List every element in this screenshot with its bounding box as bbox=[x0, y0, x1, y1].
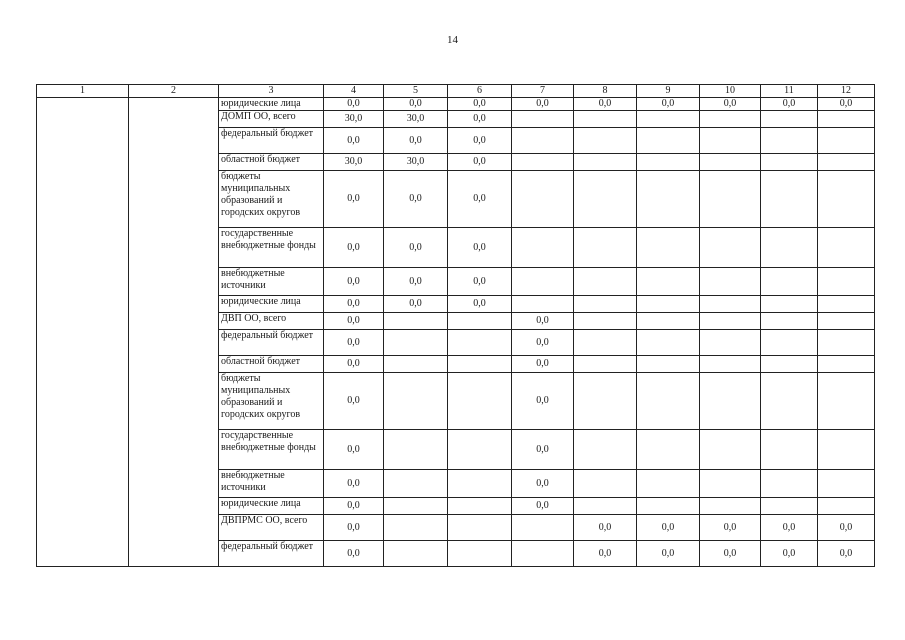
row-label: государственные внебюджетные фонды bbox=[219, 228, 324, 268]
value-cell: 0,0 bbox=[324, 268, 384, 296]
value-cell bbox=[700, 470, 761, 498]
value-cell bbox=[761, 268, 818, 296]
value-cell: 0,0 bbox=[324, 356, 384, 373]
header-cell: 12 bbox=[818, 85, 875, 98]
value-cell bbox=[637, 498, 700, 515]
value-cell bbox=[700, 228, 761, 268]
value-cell: 0,0 bbox=[448, 296, 512, 313]
value-cell: 0,0 bbox=[384, 98, 448, 111]
value-cell bbox=[384, 373, 448, 430]
value-cell bbox=[574, 111, 637, 128]
value-cell: 0,0 bbox=[761, 515, 818, 541]
header-cell: 5 bbox=[384, 85, 448, 98]
value-cell bbox=[512, 541, 574, 567]
value-cell bbox=[818, 171, 875, 228]
value-cell: 30,0 bbox=[384, 111, 448, 128]
value-cell bbox=[700, 356, 761, 373]
row-label: юридические лица bbox=[219, 98, 324, 111]
value-cell bbox=[512, 171, 574, 228]
value-cell bbox=[761, 498, 818, 515]
value-cell: 0,0 bbox=[324, 515, 384, 541]
value-cell: 0,0 bbox=[574, 541, 637, 567]
value-cell bbox=[818, 128, 875, 154]
value-cell bbox=[384, 430, 448, 470]
value-cell: 30,0 bbox=[324, 154, 384, 171]
row-label: государственные внебюджетные фонды bbox=[219, 430, 324, 470]
header-cell: 3 bbox=[219, 85, 324, 98]
value-cell bbox=[700, 373, 761, 430]
value-cell bbox=[448, 373, 512, 430]
value-cell: 0,0 bbox=[637, 515, 700, 541]
value-cell bbox=[700, 171, 761, 228]
header-row bbox=[37, 85, 875, 98]
value-cell: 0,0 bbox=[448, 98, 512, 111]
row-label: юридические лица bbox=[219, 296, 324, 313]
value-cell: 0,0 bbox=[700, 541, 761, 567]
value-cell bbox=[637, 268, 700, 296]
value-cell: 0,0 bbox=[512, 98, 574, 111]
value-cell bbox=[700, 296, 761, 313]
value-cell bbox=[637, 313, 700, 330]
value-cell: 0,0 bbox=[700, 515, 761, 541]
value-cell bbox=[574, 330, 637, 356]
value-cell bbox=[574, 498, 637, 515]
value-cell bbox=[818, 373, 875, 430]
value-cell bbox=[384, 470, 448, 498]
value-cell bbox=[574, 430, 637, 470]
value-cell bbox=[448, 313, 512, 330]
header-cell: 8 bbox=[574, 85, 637, 98]
value-cell bbox=[700, 430, 761, 470]
row-label: областной бюджет bbox=[219, 356, 324, 373]
row-label: ДВПРМС ОО, всего bbox=[219, 515, 324, 541]
value-cell bbox=[637, 296, 700, 313]
row-label: федеральный бюджет bbox=[219, 128, 324, 154]
value-cell bbox=[761, 330, 818, 356]
value-cell bbox=[761, 470, 818, 498]
value-cell bbox=[384, 541, 448, 567]
value-cell bbox=[818, 330, 875, 356]
value-cell bbox=[700, 111, 761, 128]
value-cell bbox=[761, 296, 818, 313]
value-cell: 0,0 bbox=[448, 154, 512, 171]
value-cell bbox=[448, 470, 512, 498]
value-cell: 0,0 bbox=[512, 430, 574, 470]
value-cell bbox=[512, 228, 574, 268]
value-cell bbox=[700, 313, 761, 330]
value-cell: 0,0 bbox=[512, 356, 574, 373]
value-cell bbox=[384, 313, 448, 330]
value-cell bbox=[384, 515, 448, 541]
value-cell bbox=[637, 356, 700, 373]
row-label: ДОМП ОО, всего bbox=[219, 111, 324, 128]
value-cell bbox=[448, 498, 512, 515]
value-cell bbox=[448, 356, 512, 373]
row-label: бюджеты муниципальных образований и городских округов bbox=[219, 373, 324, 430]
value-cell: 0,0 bbox=[324, 313, 384, 330]
row-label: внебюджетные источники bbox=[219, 268, 324, 296]
value-cell: 0,0 bbox=[818, 515, 875, 541]
value-cell: 0,0 bbox=[324, 296, 384, 313]
value-cell: 0,0 bbox=[324, 330, 384, 356]
row-label: федеральный бюджет bbox=[219, 330, 324, 356]
value-cell: 0,0 bbox=[512, 313, 574, 330]
header-cell: 11 bbox=[761, 85, 818, 98]
value-cell bbox=[384, 356, 448, 373]
header-cell: 2 bbox=[129, 85, 219, 98]
value-cell bbox=[384, 498, 448, 515]
header-cell: 9 bbox=[637, 85, 700, 98]
row-label: юридические лица bbox=[219, 498, 324, 515]
merged-cell-col1 bbox=[37, 98, 129, 567]
value-cell bbox=[818, 296, 875, 313]
value-cell: 0,0 bbox=[574, 98, 637, 111]
value-cell bbox=[448, 330, 512, 356]
value-cell bbox=[448, 515, 512, 541]
value-cell bbox=[512, 128, 574, 154]
budget-table-container bbox=[36, 84, 875, 567]
value-cell bbox=[574, 171, 637, 228]
value-cell: 0,0 bbox=[324, 541, 384, 567]
value-cell bbox=[448, 541, 512, 567]
value-cell bbox=[637, 373, 700, 430]
value-cell bbox=[761, 356, 818, 373]
value-cell bbox=[818, 430, 875, 470]
value-cell bbox=[761, 171, 818, 228]
value-cell: 0,0 bbox=[448, 228, 512, 268]
value-cell bbox=[818, 313, 875, 330]
header-cell: 4 bbox=[324, 85, 384, 98]
budget-table bbox=[36, 84, 875, 567]
value-cell: 0,0 bbox=[761, 98, 818, 111]
page-number: 14 bbox=[447, 34, 458, 46]
header-cell: 1 bbox=[37, 85, 129, 98]
table-row bbox=[37, 98, 875, 111]
value-cell bbox=[637, 111, 700, 128]
value-cell bbox=[637, 330, 700, 356]
value-cell bbox=[637, 228, 700, 268]
value-cell bbox=[448, 430, 512, 470]
value-cell bbox=[637, 470, 700, 498]
value-cell bbox=[761, 228, 818, 268]
value-cell: 0,0 bbox=[761, 541, 818, 567]
value-cell: 0,0 bbox=[324, 470, 384, 498]
value-cell bbox=[574, 296, 637, 313]
value-cell: 0,0 bbox=[384, 171, 448, 228]
merged-cell-col2 bbox=[129, 98, 219, 567]
value-cell bbox=[818, 154, 875, 171]
value-cell: 0,0 bbox=[324, 98, 384, 111]
value-cell bbox=[512, 268, 574, 296]
value-cell: 0,0 bbox=[818, 541, 875, 567]
value-cell: 0,0 bbox=[637, 98, 700, 111]
value-cell: 0,0 bbox=[324, 498, 384, 515]
value-cell bbox=[574, 313, 637, 330]
value-cell: 0,0 bbox=[512, 470, 574, 498]
header-cell: 7 bbox=[512, 85, 574, 98]
value-cell bbox=[512, 296, 574, 313]
value-cell bbox=[700, 498, 761, 515]
value-cell: 0,0 bbox=[324, 430, 384, 470]
value-cell bbox=[761, 111, 818, 128]
value-cell: 0,0 bbox=[448, 171, 512, 228]
row-label: федеральный бюджет bbox=[219, 541, 324, 567]
value-cell bbox=[818, 356, 875, 373]
value-cell bbox=[761, 430, 818, 470]
value-cell bbox=[637, 128, 700, 154]
value-cell bbox=[818, 498, 875, 515]
header-cell: 10 bbox=[700, 85, 761, 98]
value-cell: 0,0 bbox=[448, 128, 512, 154]
value-cell: 0,0 bbox=[512, 330, 574, 356]
value-cell bbox=[574, 268, 637, 296]
value-cell: 0,0 bbox=[512, 498, 574, 515]
value-cell: 0,0 bbox=[384, 296, 448, 313]
value-cell: 0,0 bbox=[637, 541, 700, 567]
value-cell bbox=[512, 111, 574, 128]
value-cell bbox=[818, 470, 875, 498]
value-cell: 0,0 bbox=[700, 98, 761, 111]
value-cell bbox=[574, 373, 637, 430]
value-cell bbox=[700, 330, 761, 356]
value-cell bbox=[818, 111, 875, 128]
value-cell bbox=[761, 313, 818, 330]
value-cell: 0,0 bbox=[324, 228, 384, 268]
value-cell bbox=[574, 154, 637, 171]
value-cell: 30,0 bbox=[384, 154, 448, 171]
value-cell: 0,0 bbox=[818, 98, 875, 111]
row-label: внебюджетные источники bbox=[219, 470, 324, 498]
value-cell bbox=[818, 228, 875, 268]
value-cell bbox=[761, 154, 818, 171]
value-cell bbox=[574, 228, 637, 268]
value-cell: 0,0 bbox=[448, 111, 512, 128]
value-cell: 0,0 bbox=[384, 128, 448, 154]
value-cell: 0,0 bbox=[324, 373, 384, 430]
value-cell bbox=[700, 128, 761, 154]
value-cell: 0,0 bbox=[324, 128, 384, 154]
value-cell bbox=[574, 356, 637, 373]
value-cell: 0,0 bbox=[574, 515, 637, 541]
value-cell: 0,0 bbox=[448, 268, 512, 296]
row-label: областной бюджет bbox=[219, 154, 324, 171]
value-cell bbox=[512, 154, 574, 171]
value-cell bbox=[637, 154, 700, 171]
value-cell bbox=[761, 128, 818, 154]
value-cell bbox=[384, 330, 448, 356]
value-cell: 0,0 bbox=[512, 373, 574, 430]
value-cell bbox=[761, 373, 818, 430]
row-label: бюджеты муниципальных образований и городских округов bbox=[219, 171, 324, 228]
value-cell bbox=[818, 268, 875, 296]
value-cell bbox=[574, 470, 637, 498]
value-cell bbox=[637, 430, 700, 470]
value-cell: 0,0 bbox=[324, 171, 384, 228]
value-cell bbox=[700, 154, 761, 171]
value-cell: 0,0 bbox=[384, 268, 448, 296]
row-label: ДВП ОО, всего bbox=[219, 313, 324, 330]
value-cell bbox=[574, 128, 637, 154]
value-cell: 30,0 bbox=[324, 111, 384, 128]
value-cell bbox=[700, 268, 761, 296]
header-cell: 6 bbox=[448, 85, 512, 98]
value-cell: 0,0 bbox=[384, 228, 448, 268]
value-cell bbox=[512, 515, 574, 541]
value-cell bbox=[637, 171, 700, 228]
